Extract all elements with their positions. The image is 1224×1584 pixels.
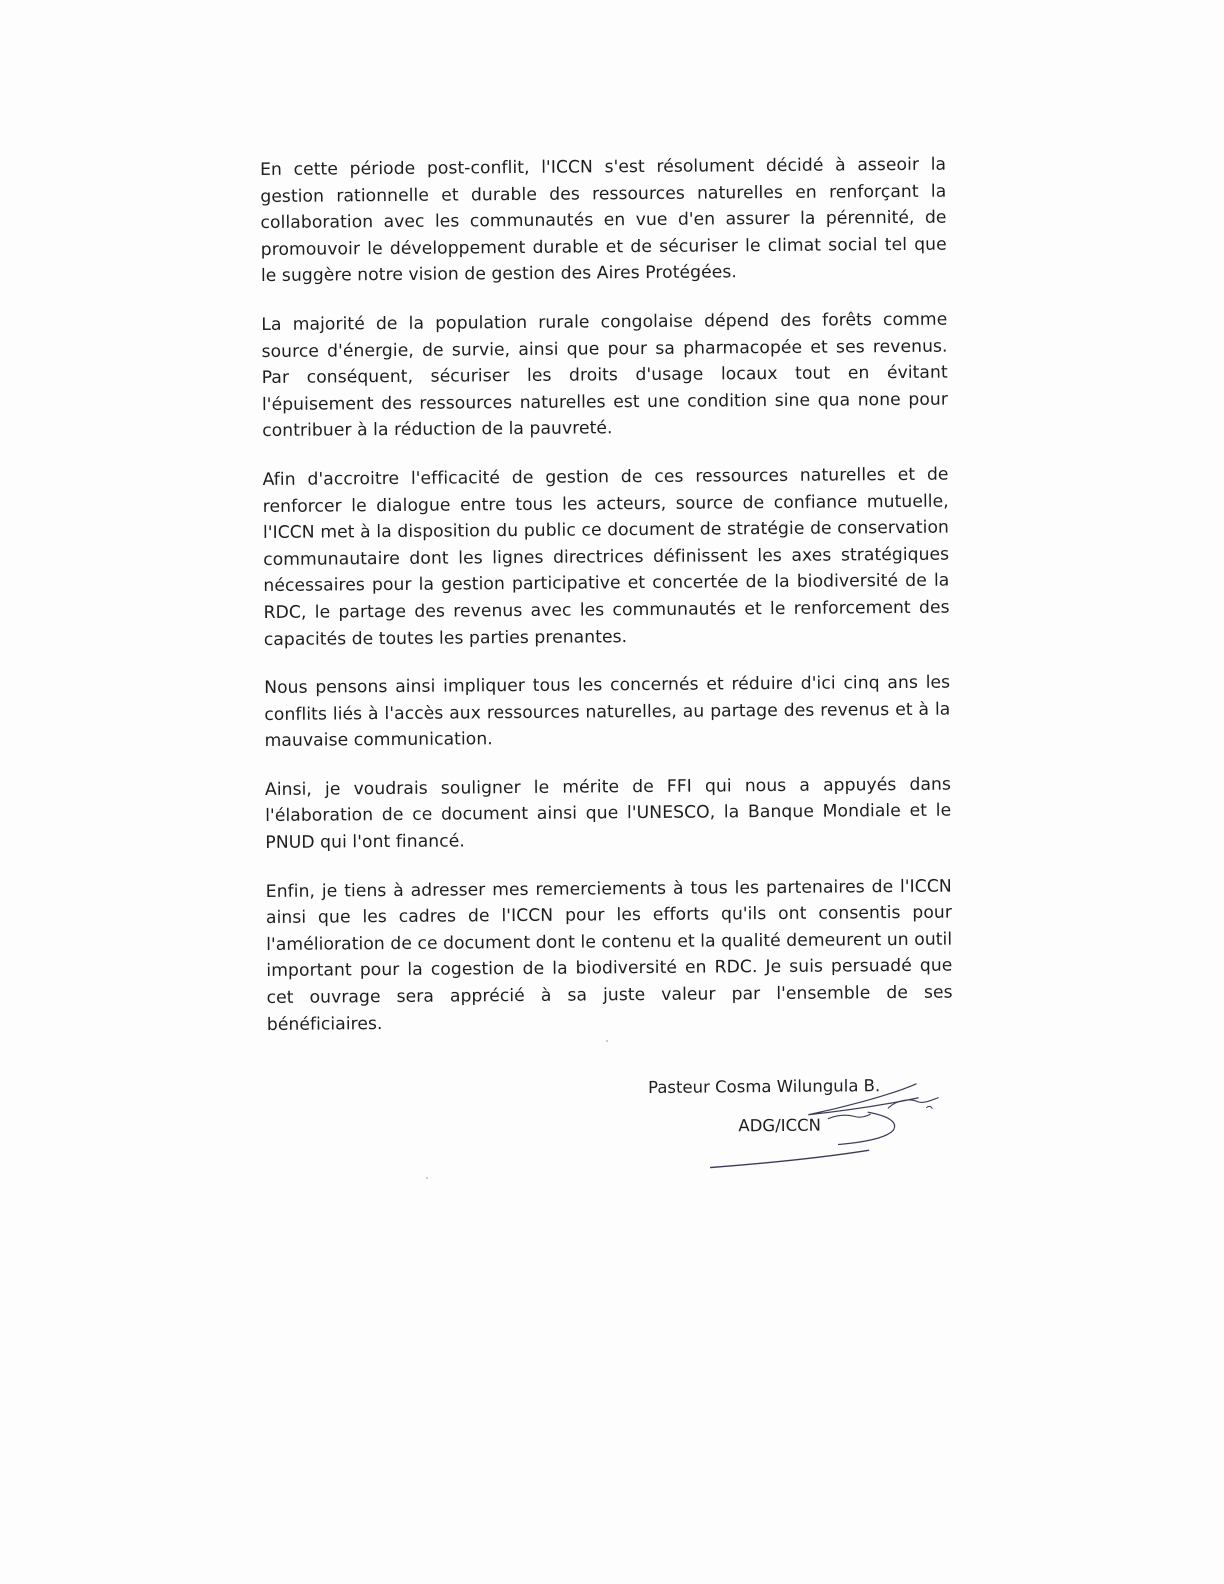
letter-body — [260, 152, 953, 1061]
scan-speck — [606, 1040, 608, 1042]
handwritten-signature — [688, 1077, 979, 1179]
paragraph-4: Nous pensons ainsi impliquer tous les concernés et réduire d'ici cinq ans les conflits liés à l'accès aux ressources naturelles, au partage des revenus et à la mauvaise communication. — [264, 672, 951, 752]
paragraph-1: En cette période post-conflit, l'ICCN s'est résolument décidé à asseoir la gestion rationnelle et durable des ressources naturelles en renforçant la collaboration avec les communautés en vue d'en assurer la pérennité, de promouvoir le développement durable et de sécuriser le climat social tel que le suggère notre vision de gestion des Aires Protégées. — [260, 154, 947, 287]
scan-speck — [426, 1177, 428, 1179]
signatory-name: Pasteur Cosma Wilungula B. — [648, 1076, 881, 1097]
paragraph-2: La majorité de la population rurale congolaise dépend des forêts comme source d'énergie, de survie, ainsi que pour sa pharmacopée et ses revenus. Par conséquent, sécuriser les droits d'usage locaux tout en évitant l'épuisement des ressources naturelles est une condition sine qua none pour contribuer à la réduction de la pauvreté. — [261, 309, 949, 442]
paragraph-3: Afin d'accroitre l'efficacité de gestion de ces ressources naturelles et de renforcer le dialogue entre tous les acteurs, source de confiance mutuelle, l'ICCN met à la disposition du public ce document de stratégie de conservation communautaire dont les lignes directrices définissent les axes stratégiques nécessaires pour la gestion participative et concertée de la biodiversité de la RDC, le partage des revenus avec les communautés et le renforcement des capacités de toutes les parties prenantes. — [262, 464, 950, 650]
paragraph-6: Enfin, je tiens à adresser mes remerciements à tous les partenaires de l'ICCN ainsi que les cadres de l'ICCN pour les efforts qu'ils ont consentis pour l'amélioration de ce document dont le contenu et la qualité demeurent un outil important pour la cogestion de la biodiversité en RDC. Je suis persuadé que cet ouvrage sera apprécié à sa juste valeur par l'ensemble de ses bénéficiaires. — [265, 876, 953, 1035]
signature-block — [648, 1075, 979, 1188]
paragraph-5: Ainsi, je voudrais souligner le mérite de FFI qui nous a appuyés dans l'élaboration de ce document ainsi que l'UNESCO, la Banque Mondiale et le PNUD qui l'ont financé. — [264, 774, 952, 854]
signatory-title: ADG/ICCN — [738, 1115, 822, 1136]
